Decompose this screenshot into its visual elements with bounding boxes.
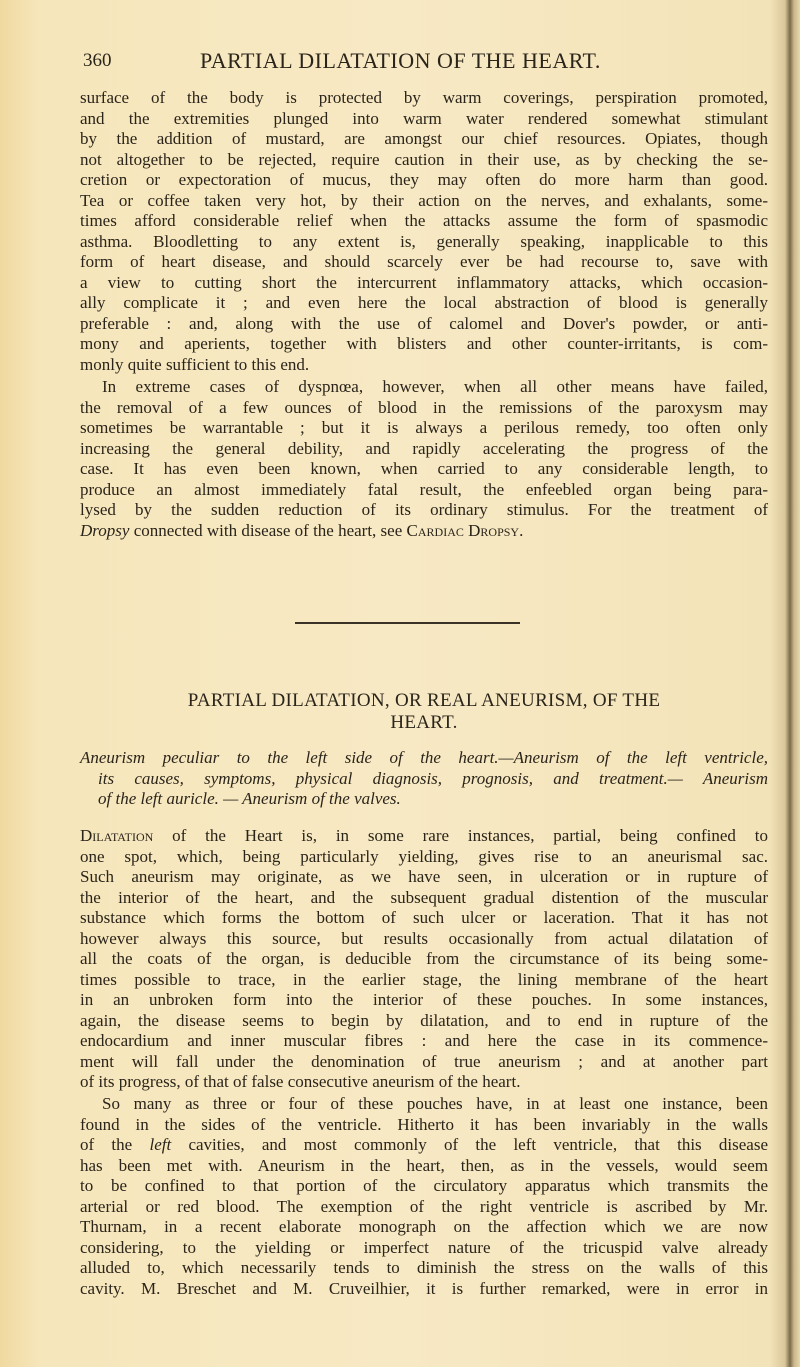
text-line [80,232,768,253]
text-segment: in an unbroken form into the interior of these pouches. In some instances, [80,990,768,1009]
text-line [80,1115,768,1136]
text-line [80,459,768,480]
text-segment: asthma. Bloodletting to any extent is, generally speaking, inapplicable to this [80,231,768,251]
text-line [80,908,768,929]
text-line [80,439,768,460]
text-segment: preferable : and, along with the use of calomel and Dover's powder, or anti- [80,313,768,333]
italic-text: Dropsy [80,520,130,540]
text-line [80,990,768,1011]
text-line [80,1217,768,1238]
text-segment: has been met with. Aneurism in the heart, then, as in the vessels, would seem [80,1155,768,1175]
text-segment: So many as three or four of these pouches have, in at least one instance, been [102,1094,768,1113]
text-segment: Thurnam, in a recent elaborate monograph on the affection which we are now [80,1217,768,1236]
text-segment: surface of the body is protected by warm coverings, perspiration promoted, [80,88,768,107]
text-segment: connected with disease of the heart, see [129,520,407,540]
section-heading [80,690,768,734]
text-line [80,1258,768,1279]
text-line [80,1176,768,1197]
text-segment: alluded to, which necessarily tends to diminish the stress on the walls of this [80,1258,768,1277]
text-line [80,293,768,314]
text-segment: a view to cutting short the intercurrent inflammatory attacks, which occasion- [80,272,768,292]
text-segment: all the coats of the organ, is deducible from the circumstance of its being some- [80,949,768,968]
text-line [80,1072,768,1093]
text-line [80,314,768,335]
text-segment: to be confined to that portion of the circulatory apparatus which transmits the [80,1176,768,1195]
small-caps-text: Cardiac Dropsy. [406,520,524,540]
text-line [80,334,768,355]
section-summary [80,748,768,810]
text-segment: of the [80,1135,150,1154]
text-line [80,1094,768,1115]
text-segment: found in the sides of the ventricle. Hitherto it has been invariably in the walls [80,1114,768,1134]
text-line [80,1135,768,1156]
text-segment: its causes, symptoms, physical diagnosis, prognosis, and treatment.— Aneurism [98,768,768,788]
section-divider [295,622,520,624]
text-segment: substance which forms the bottom of such ulcer or laceration. That it has not [80,908,768,927]
italic-text: left [149,1135,172,1154]
text-line [80,191,768,212]
text-line [80,480,768,501]
text-line [80,377,768,398]
paragraph-dyspnoea [80,377,768,541]
text-segment: again, the disease seems to begin by dilatation, and to end in rupture of the [80,1010,768,1030]
running-title: PARTIAL DILATATION OF THE HEART. [200,48,601,73]
text-segment: considering, to the yielding or imperfect nature of the tricuspid valve already [80,1237,768,1257]
text-line [80,1052,768,1073]
text-segment: In extreme cases of dyspnœa, however, when all other means have failed, [102,377,768,396]
text-line [80,273,768,294]
text-line [80,789,768,810]
text-segment: one spot, which, being particularly yielding, gives rise to an aneurismal sac. [80,846,768,866]
text-line [80,170,768,191]
text-segment: increasing the general debility, and rapidly accelerating the progress of the [80,438,768,458]
text-line [80,1238,768,1259]
text-line [80,500,768,521]
text-line [80,109,768,130]
text-line [80,521,768,542]
section-heading-line: HEART. [390,712,458,733]
text-line [80,1197,768,1218]
text-segment: monly quite sufficient to this end. [80,354,310,374]
text-segment: lysed by the sudden reduction of its ordinary stimulus. For the treatment of [80,500,768,519]
text-segment: cavities, and most commonly of the left ventricle, that this disease [171,1135,769,1154]
text-segment: the interior of the heart, and the subsequent gradual distention of the muscular [80,887,768,907]
text-segment: of the Heart is, in some rare instances, partial, being confined to [153,826,768,845]
text-line [80,1156,768,1177]
text-segment: of its progress, of that of false consecutive aneurism of the heart. [80,1072,521,1091]
text-segment: Tea or coffee taken very hot, by their action on the nerves, and exhalants, some- [80,190,768,210]
text-line [80,970,768,991]
text-segment: produce an almost immediately fatal result, the enfeebled organ being para- [80,479,768,499]
paragraph-pouches [80,1094,768,1299]
text-segment: cavity. M. Breschet and M. Cruveilhier, it is further remarked, were in error in [80,1278,768,1298]
text-segment: times afford considerable relief when the attacks assume the form of spasmodic [80,211,768,230]
text-segment: sometimes be warrantable ; but it is always a perilous remedy, too often only [80,418,768,437]
text-line [80,398,768,419]
text-segment: endocardium and inner muscular fibres : and here the case in its commence- [80,1031,768,1050]
text-segment: ally complicate it ; and even here the local abstraction of blood is generally [80,293,768,312]
text-segment: ment will fall under the denomination of true aneurism ; and at another part [80,1051,768,1071]
text-line [80,129,768,150]
paragraph-treatment [80,88,768,375]
text-line [80,1279,768,1300]
text-segment: Aneurism peculiar to the left side of the heart.—Aneurism of the left ventricle, [80,748,768,767]
text-line [80,929,768,950]
text-segment: case. It has even been known, when carried to any considerable length, to [80,459,768,478]
text-segment: arterial or red blood. The exemption of the right ventricle is ascribed by Mr. [80,1196,768,1216]
text-line [80,748,768,769]
text-line [80,211,768,232]
text-segment: the removal of a few ounces of blood in the remissions of the paroxysm may [80,397,768,417]
text-segment: not altogether to be rejected, require caution in their use, as by checking the se- [80,149,768,169]
text-segment: mony and aperients, together with blisters and other counter-irritants, is com- [80,334,768,353]
text-segment: times possible to trace, in the earlier stage, the lining membrane of the heart [80,969,768,989]
text-line [80,888,768,909]
paragraph-dilatation [80,826,768,1093]
text-line [80,867,768,888]
text-line [80,1011,768,1032]
text-segment: however always this source, but results occasionally from actual dilatation of [80,928,768,948]
text-line [80,769,768,790]
text-line [80,847,768,868]
text-line [80,88,768,109]
page-number: 360 [83,50,112,71]
text-segment: Such aneurism may originate, as we have seen, in ulceration or in rupture of [80,867,768,886]
text-segment: form of heart disease, and should scarcely ever be had recourse to, save with [80,252,768,271]
text-line [80,1031,768,1052]
text-segment: by the addition of mustard, are amongst our chief resources. Opiates, though [80,129,768,148]
text-line [80,826,768,847]
text-line [80,949,768,970]
section-heading-line: PARTIAL DILATATION, OR REAL ANEURISM, OF THE [187,690,661,711]
text-line [80,355,768,376]
text-segment: and the extremities plunged into warm water rendered somewhat stimulant [80,108,768,128]
text-segment: cretion or expectoration of mucus, they may often do more harm than good. [80,170,768,189]
small-caps-text: Dilatation [80,826,154,845]
text-line [80,150,768,171]
text-line [80,418,768,439]
text-line [80,252,768,273]
text-segment: of the left auricle. — Aneurism of the valves. [98,789,401,808]
